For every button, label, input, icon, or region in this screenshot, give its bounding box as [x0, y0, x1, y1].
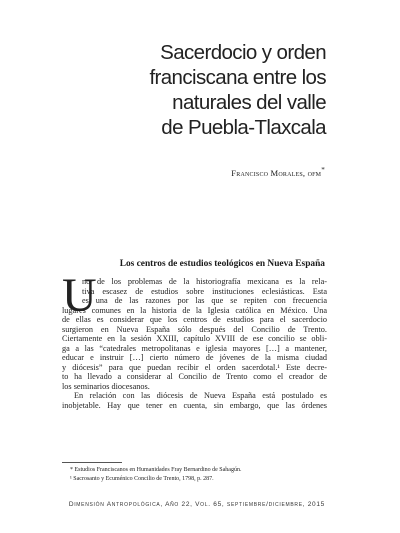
- body-text: [62, 277, 327, 410]
- running-footer: Dimensión Antropológica, Año 22, Vol. 65, septiembre/diciembre, 2015: [68, 501, 325, 508]
- body-line: surgieron en Nueva España sólo después del Concilio de Trento.: [62, 324, 327, 334]
- author-name: Francisco Morales, ofm: [231, 167, 322, 178]
- body-line: to ha llevado a considerar al Concilio de Trento como el creador de: [62, 372, 327, 381]
- body-line: de ellas es considerar que los centros de estudios para el sacerdocio: [62, 315, 327, 324]
- paragraph-2: [62, 391, 327, 410]
- article-title: [86, 40, 326, 140]
- title-line-3: naturales del valle: [172, 91, 326, 114]
- body-line: educar e instruir […] cierto número de jóvenes de la misma ciudad: [62, 353, 327, 362]
- body-line: ga a las “catedrales metropolitanas e iglesia mayores […] a mantener,: [62, 343, 327, 353]
- title-line-1: Sacerdocio y orden: [160, 41, 326, 64]
- drop-cap: U: [62, 269, 97, 322]
- body-line: no de los problemas de la historiografía mexicana es la rela-: [82, 277, 327, 286]
- author-note-marker: *: [321, 166, 325, 174]
- section-heading: Los centros de estudios teológicos en Nueva España: [119, 259, 325, 269]
- body-line: los seminarios diocesanos.: [62, 381, 150, 391]
- footnote: ¹ Sacrosanto y Ecuménico Concilio de Trento, 1798, p. 287.: [70, 475, 214, 482]
- body-line: y diócesis” para que puedan recibir el orden sacerdotal.¹ Este decre-: [62, 362, 327, 372]
- body-line: lugares comunes en la historia de la Iglesia católica en México. Una: [62, 305, 327, 315]
- body-line: En relación con las diócesis de Nueva España está postulado es: [74, 391, 327, 400]
- footnote: * Estudios Franciscanos en Humanidades Fray Bernardino de Sahagún.: [70, 467, 242, 473]
- author-byline: [231, 166, 325, 178]
- paragraph-1: [62, 277, 327, 391]
- footnote-divider: [62, 462, 122, 463]
- footnotes: [70, 466, 330, 483]
- body-line: Ciertamente en la sesión XXIII, capítulo XVIII de ese concilio se obli-: [62, 334, 327, 343]
- title-line-4: de Puebla-Tlaxcala: [161, 116, 326, 139]
- body-line: inobjetable. Hay que tener en cuenta, sin embargo, que las órdenes: [62, 400, 327, 410]
- body-line: es una de las razones por las que se repiten con frecuencia: [82, 296, 327, 305]
- title-line-2: franciscana entre los: [149, 66, 326, 89]
- body-line: tiva escasez de estudios sobre instituciones eclesiásticas. Esta: [82, 286, 327, 296]
